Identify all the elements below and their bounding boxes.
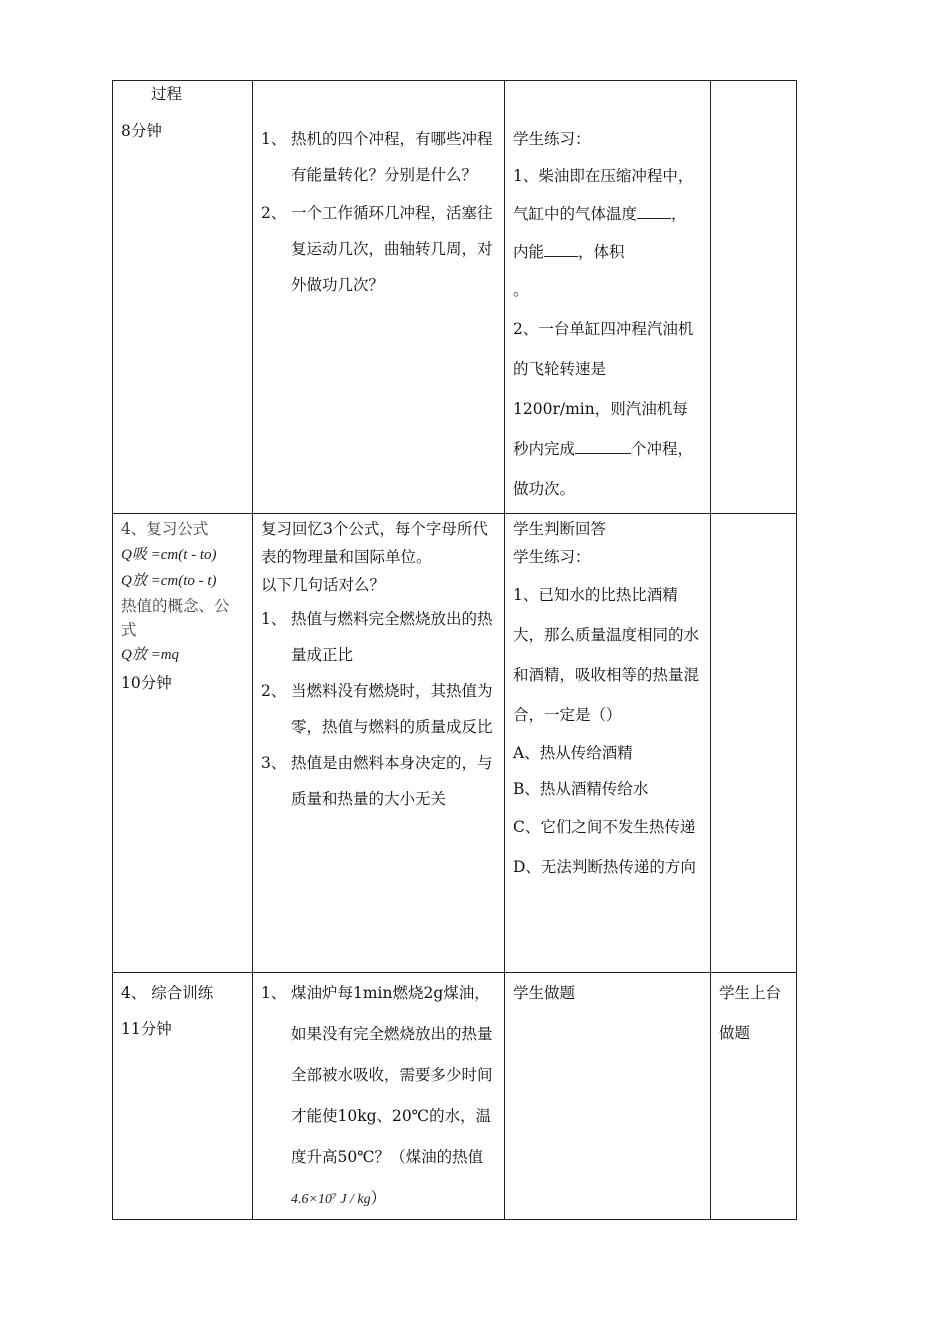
student-task: 学生做题 (513, 984, 576, 1002)
list-item: 3、 热值是由燃料本身决定的，与质量和热量的大小无关 (261, 754, 493, 808)
stage-cell (113, 81, 253, 514)
stage-time: 11分钟 (121, 1020, 172, 1038)
answer-blank (637, 204, 671, 219)
concept-label: 热值的概念、公式 (121, 597, 230, 639)
lesson-table (112, 80, 797, 1220)
notes-cell (711, 514, 797, 973)
answer-blank (544, 242, 578, 257)
table-row (113, 81, 797, 514)
student-activity-cell (505, 81, 711, 514)
practice-heading: 学生练习： (513, 548, 591, 566)
teacher-activity-cell (253, 514, 505, 973)
review-question: 以下几句话对么？ (261, 576, 386, 594)
exercise-question: 1、已知水的比热比酒精大，那么质量温度相同的水和酒精，吸收相等的热量混合，一定是（） (513, 586, 700, 724)
formula-heat-value: Q放 =mq (121, 647, 180, 663)
practice-heading: 学生练习： (513, 130, 591, 148)
teacher-activity-cell (253, 973, 505, 1220)
option-c: C、它们之间不发生热传递 (513, 818, 696, 836)
exercise-2: 2、一台单缸四冲程汽油机的飞轮转速是1200r/min，则汽油机每秒内完成 个冲程，做功次。 (513, 320, 694, 498)
exercise-1: 1、柴油即在压缩冲程中，气缸中的气体温度 ，内能 ，体积 。 (513, 167, 694, 299)
answer-blank (575, 439, 631, 454)
formula-heat-released: Q放 =cm(to - t) (121, 573, 217, 589)
list-item: 1、 热机的四个冲程，有哪些冲程有能量转化？分别是什么？ (261, 130, 493, 184)
list-item: 2、 当燃料没有燃烧时，其热值为零，热值与燃料的质量成反比 (261, 682, 493, 736)
heat-value-formula: 4.6×10⁷ J / kg (291, 1192, 371, 1207)
review-intro: 复习回忆3个公式，每个字母所代表的物理量和国际单位。 (261, 520, 488, 566)
list-item: 1、 煤油炉每1min燃烧2g煤油，如果没有完全燃烧放出的热量全部被水吸收，需要多少时间才能使10kg、20℃的水，温度升高50℃？（煤油的热值4.6×10⁷ J / kg） (261, 984, 493, 1207)
stage-title: 4、 综合训练 (121, 984, 214, 1002)
student-answer: 学生判断回答 (513, 520, 607, 538)
teacher-activity-cell (253, 81, 505, 514)
option-d: D、无法判断热传递的方向 (513, 858, 696, 876)
notes-cell (711, 973, 797, 1220)
student-action: 学生上台做题 (719, 984, 782, 1042)
option-a: A、热从传给酒精 (513, 744, 633, 762)
table-row (113, 514, 797, 973)
problem-text: 煤油炉每1min燃烧2g煤油，如果没有完全燃烧放出的热量全部被水吸收，需要多少时间才能使10kg、20℃的水，温度升高50℃？（煤油的热值 (291, 984, 493, 1166)
list-item: 1、 热值与燃料完全燃烧放出的热量成正比 (261, 610, 493, 664)
student-activity-cell (505, 973, 711, 1220)
stage-time: 8分钟 (121, 122, 162, 140)
notes-cell (711, 81, 797, 514)
stage-title: 过程 (151, 85, 183, 103)
stage-cell (113, 514, 253, 973)
student-activity-cell (505, 514, 711, 973)
list-item: 2、 一个工作循环几冲程，活塞往复运动几次，曲轴转几周，对外做功几次？ (261, 204, 493, 294)
stage-title: 4、复习公式 (121, 520, 209, 538)
stage-cell (113, 973, 253, 1220)
stage-time: 10分钟 (121, 674, 172, 692)
option-b: B、热从酒精传给水 (513, 780, 649, 798)
formula-heat-absorbed: Q吸 =cm(t - to) (121, 547, 217, 563)
table-row (113, 973, 797, 1220)
